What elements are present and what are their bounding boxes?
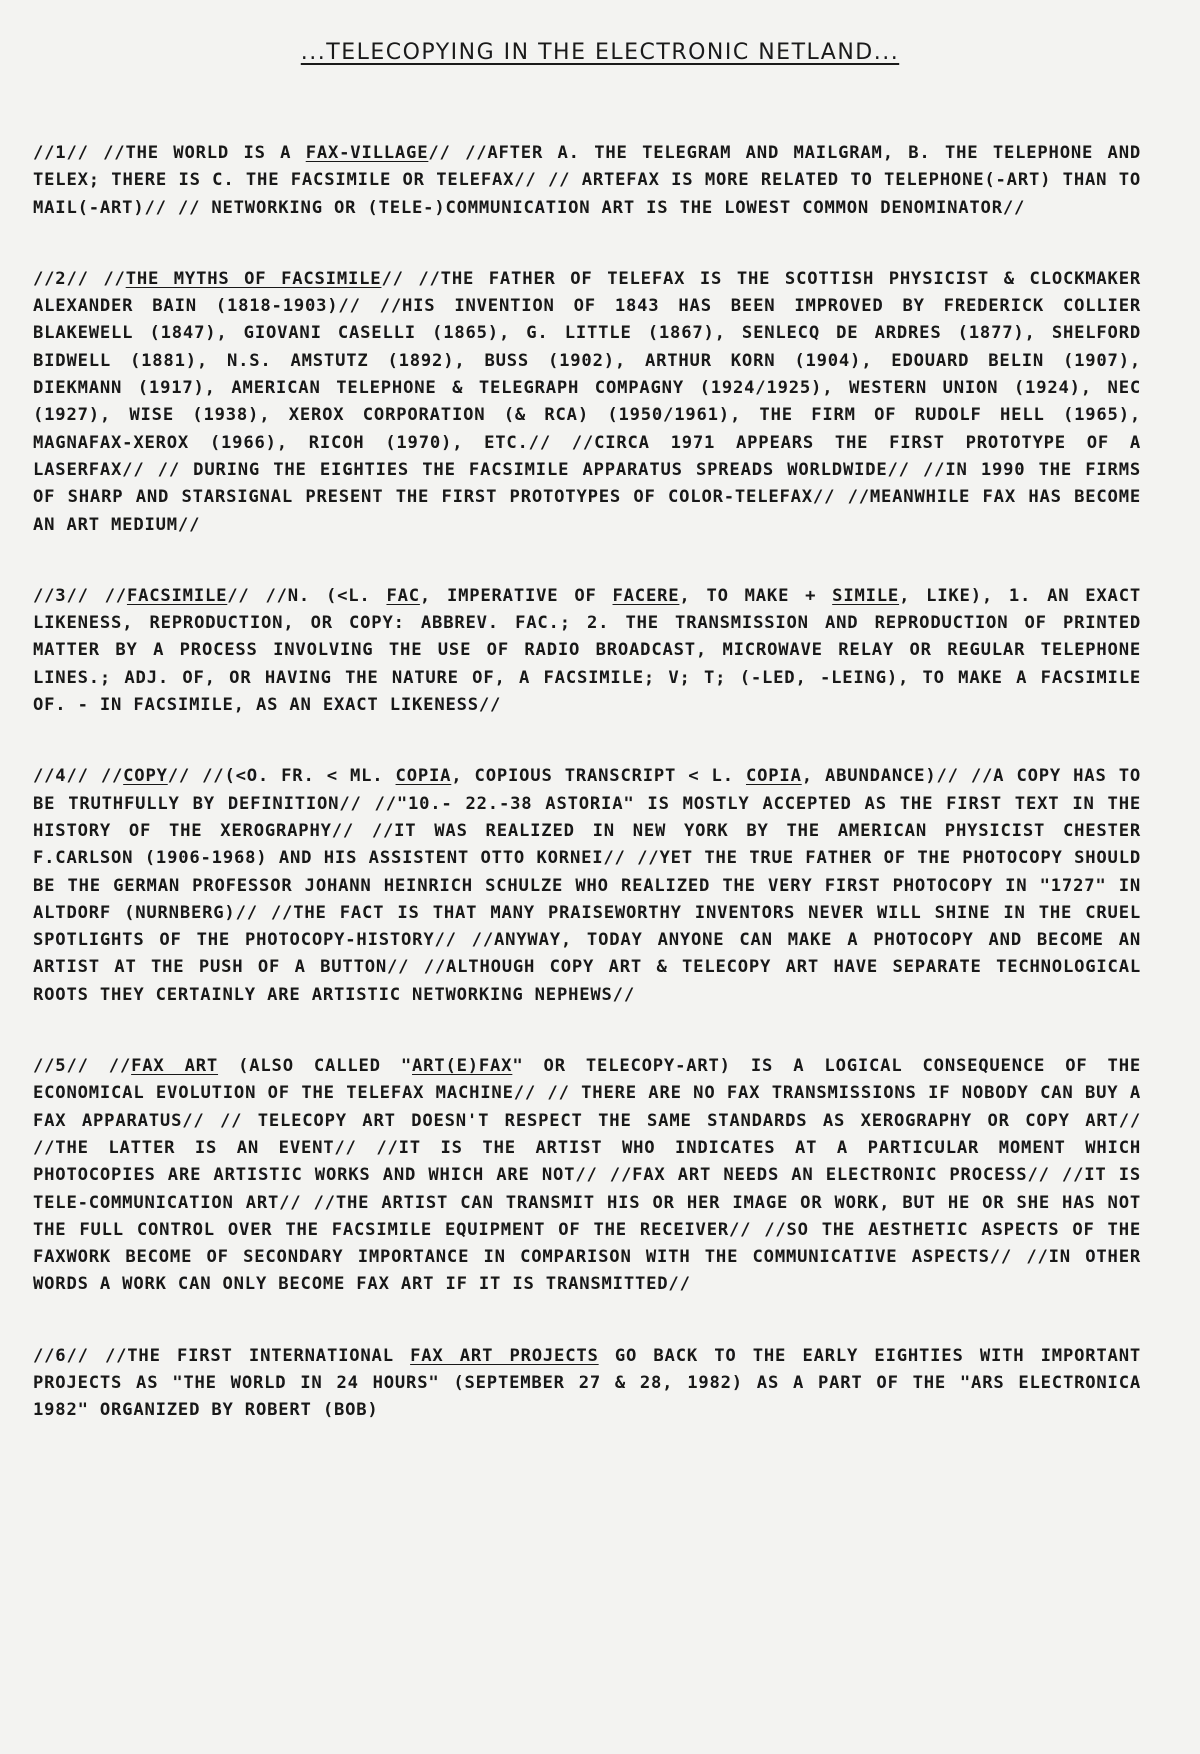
document-body	[33, 140, 1141, 1469]
paragraph-text: // //(<O. FR. < ML.	[167, 766, 396, 787]
paragraph-text: // //N. (<L.	[227, 585, 387, 606]
paragraph-6	[33, 1343, 1141, 1425]
paragraph-text: //6// //THE FIRST INTERNATIONAL	[33, 1345, 411, 1366]
paragraph-text: // //THE FATHER OF TELEFAX IS THE SCOTTISH PHYSICIST & CLOCKMAKER ALEXANDER BAIN (1818-1903)// //HIS INVENTION OF 1843 HAS BEEN IMPROVED BY FREDERICK COLLIER BLAKEWELL (1847), GIOVANI CASELLI (1865), G. LITTLE (1867), SENLECQ DE ARDRES (1877), SHELFORD BIDWELL (1881), N.S. AMSTUTZ (1892), BUSS (1902), ARTHUR KORN (1904), EDOUARD BELIN (1907), DIEKMANN (1917), AMERICAN TELEPHONE & TELEGRAPH COMPAGNY (1924/1925), WESTERN UNION (1924), NEC (1927), WISE (1938), XEROX CORPORATION (& RCA) (1950/1961), THE FIRM OF RUDOLF HELL (1965), MAGNAFAX-XEROX (1966), RICOH (1970), ETC.// //CIRCA 1971 APPEARS THE FIRST PROTOTYPE OF A LASERFAX// // DURING THE EIGHTIES THE FACSIMILE APPARATUS SPREADS WORLDWIDE// //IN 1990 THE FIRMS OF SHARP AND STARSIGNAL PRESENT THE FIRST PROTOTYPES OF COLOR-TELEFAX// //MEANWHILE FAX HAS BECOME AN ART MEDIUM//	[33, 268, 1141, 535]
paragraph-text: //1// //THE WORLD IS A	[33, 143, 306, 163]
paragraph-text: , COPIOUS TRANSCRIPT < L.	[451, 766, 746, 787]
paragraph-5	[33, 1053, 1141, 1299]
paragraph-4	[33, 763, 1141, 1009]
paragraph-text: " OR TELECOPY-ART) IS A LOGICAL CONSEQUENCE OF THE ECONOMICAL EVOLUTION OF THE TELEFAX MACHINE// // THERE ARE NO FAX TRANSMISSIONS IF NOBODY CAN BUY A FAX APPARATUS// // TELECOPY ART DOESN'T RESPECT THE SAME STANDARDS AS XEROGRAPHY OR COPY ART// //THE LATTER IS AN EVENT// //IT IS THE ARTIST WHO INDICATES AT A PARTICULAR MOMENT WHICH PHOTOCOPIES ARE ARTISTIC WORKS AND WHICH ARE NOT// //FAX ART NEEDS AN ELECTRONIC PROCESS// //IT IS TELE-COMMUNICATION ART// //THE ARTIST CAN TRANSMIT HIS OR HER IMAGE OR WORK, BUT HE OR SHE HAS NOT THE FULL CONTROL OVER THE FACSIMILE EQUIPMENT OF THE RECEIVER// //SO THE AESTHETIC ASPECTS OF THE FAXWORK BECOME OF SECONDARY IMPORTANCE IN COMPARISON WITH THE COMMUNICATIVE ASPECTS// //IN OTHER WORDS A WORK CAN ONLY BECOME FAX ART IF IT IS TRANSMITTED//	[33, 1056, 1141, 1295]
paragraph-3	[33, 583, 1141, 719]
underlined-term: COPIA	[745, 766, 802, 787]
paragraph-text: , TO MAKE +	[679, 585, 833, 606]
underlined-term: FAX ART PROJECTS	[410, 1345, 599, 1366]
underlined-term: FAX-VILLAGE	[305, 143, 429, 163]
paragraph-text: //2// //	[33, 268, 126, 289]
paragraph-text: , IMPERATIVE OF	[419, 585, 613, 606]
page-title: ...TELECOPYING IN THE ELECTRONIC NETLAND...	[300, 40, 900, 65]
underlined-term: SIMILE	[832, 585, 900, 606]
underlined-term: COPIA	[395, 766, 452, 787]
paragraph-2	[33, 266, 1141, 539]
underlined-term: FAX ART	[131, 1056, 219, 1077]
paragraph-text: (ALSO CALLED "	[218, 1056, 412, 1077]
paragraph-text: //3// //	[33, 585, 127, 606]
underlined-term: FAC	[386, 585, 420, 606]
paragraph-text: , ABUNDANCE)// //A COPY HAS TO BE TRUTHFULLY BY DEFINITION// //"10.- 22.-38 ASTORIA" IS MOSTLY ACCEPTED AS THE FIRST TEXT IN THE HISTORY OF THE XEROGRAPHY// //IT WAS REALIZED IN NEW YORK BY THE AMERICAN PHYSICIST CHESTER F.CARLSON (1906-1968) AND HIS ASSISTENT OTTO KORNEI// //YET THE TRUE FATHER OF THE PHOTOCOPY SHOULD BE THE GERMAN PROFESSOR JOHANN HEINRICH SCHULZE WHO REALIZED THE VERY FIRST PHOTOCOPY IN "1727" IN ALTDORF (NURNBERG)// //THE FACT IS THAT MANY PRAISEWORTHY INVENTORS NEVER WILL SHINE IN THE CRUEL SPOTLIGHTS OF THE PHOTOCOPY-HISTORY// //ANYWAY, TODAY ANYONE CAN MAKE A PHOTOCOPY AND BECOME AN ARTIST AT THE PUSH OF A BUTTON// //ALTHOUGH COPY ART & TELECOPY ART HAVE SEPARATE TECHNOLOGICAL ROOTS THEY CERTAINLY ARE ARTISTIC NETWORKING NEPHEWS//	[33, 766, 1142, 1005]
paragraph-text: //5// //	[33, 1056, 132, 1077]
underlined-term: THE MYTHS OF FACSIMILE	[125, 268, 382, 289]
paragraph-text: , LIKE), 1. AN EXACT LIKENESS, REPRODUCTION, OR COPY: ABBREV. FAC.; 2. THE TRANSMISSION AND REPRODUCTION OF PRINTED MATTER BY A PROCESS INVOLVING THE USE OF RADIO BROADCAST, MICROWAVE RELAY OR REGULAR TELEPHONE LINES.; ADJ. OF, OR HAVING THE NATURE OF, A FACSIMILE; V; T; (-LED, -LEING), TO MAKE A FACSIMILE OF. - IN FACSIMILE, AS AN EXACT LIKENESS//	[33, 585, 1142, 716]
underlined-term: FACSIMILE	[126, 585, 228, 606]
paragraph-text: //4// //	[33, 766, 124, 787]
paragraph-1	[33, 140, 1141, 222]
paragraph-text: // //AFTER A. THE TELEGRAM AND MAILGRAM, B. THE TELEPHONE AND TELEX; THERE IS C. THE FACSIMILE OR TELEFAX// // ARTEFAX IS MORE RELATED TO TELEPHONE(-ART) THAN TO MAIL(-ART)// // NETWORKING OR (TELE-)COMMUNICATION ART IS THE LOWEST COMMON DENOMINATOR//	[33, 143, 1141, 218]
underlined-term: FACERE	[612, 585, 680, 606]
paragraph-text: GO BACK TO THE EARLY EIGHTIES WITH IMPORTANT PROJECTS AS "THE WORLD IN 24 HOURS" (SEPTEMBER 27 & 28, 1982) AS A PART OF THE "ARS ELECTRONICA 1982" ORGANIZED BY ROBERT (BOB)	[33, 1345, 1141, 1421]
underlined-term: COPY	[123, 766, 168, 787]
underlined-term: ART(E)FAX	[412, 1056, 513, 1077]
